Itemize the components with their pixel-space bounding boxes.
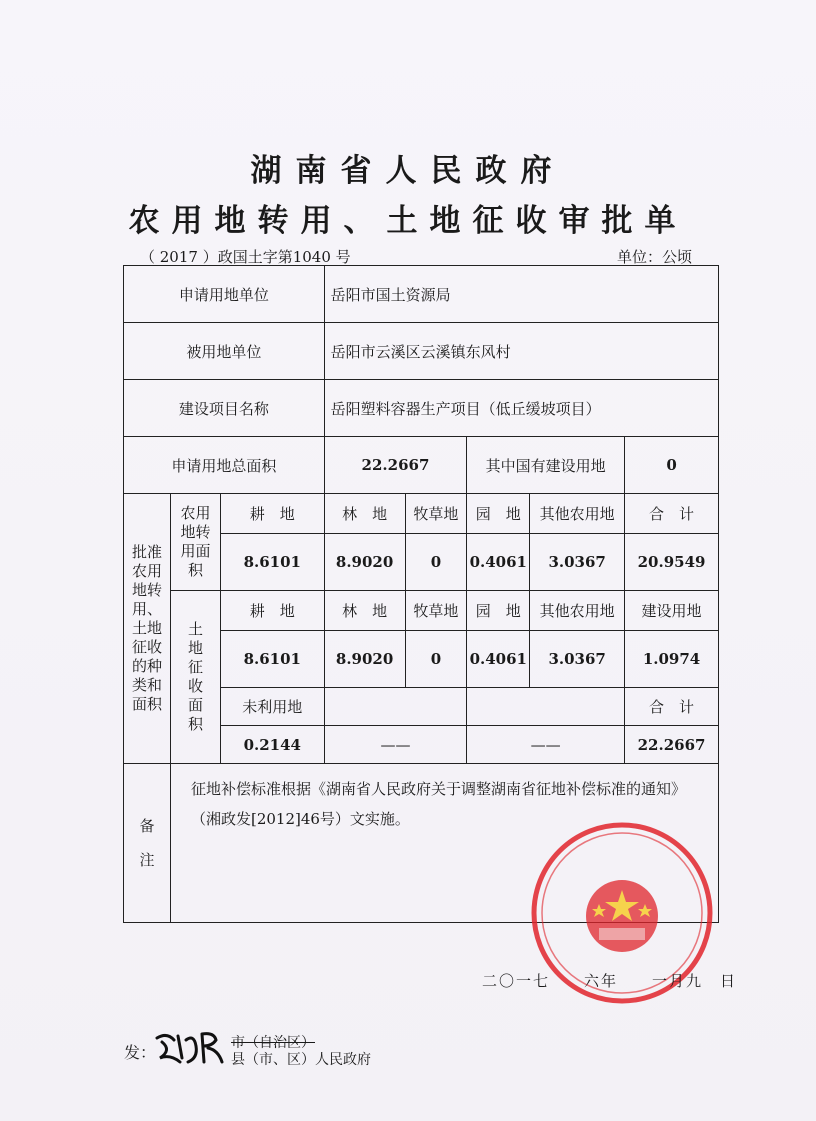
- document-subtitle: 农用地转用、土地征收审批单: [128, 203, 688, 239]
- remark-label: 备注: [124, 764, 171, 923]
- exp-header: 其他农用地: [530, 591, 625, 631]
- exp-value: 8.6101: [220, 631, 324, 688]
- conv-header: 合 计: [625, 494, 719, 534]
- exp-value: 8.9020: [324, 631, 405, 688]
- conv-value: 0.4061: [467, 534, 530, 591]
- conv-header: 园 地: [467, 494, 530, 534]
- blank-cell: [467, 688, 625, 726]
- used-value: 岳阳市云溪区云溪镇东风村: [324, 323, 718, 380]
- project-label: 建设项目名称: [124, 380, 325, 437]
- conv-header: 牧草地: [405, 494, 467, 534]
- applicant-label: 申请用地单位: [124, 266, 325, 323]
- conv-value: 3.0367: [530, 534, 625, 591]
- authority-line-1: 市（自治区）: [231, 1035, 315, 1051]
- document-title: 湖南省人民政府: [250, 153, 566, 189]
- expropriation-label: 土地征收面积: [170, 591, 220, 764]
- authority-line-2: 县（市、区）人民政府: [231, 1052, 371, 1068]
- issuing-authority: [231, 1035, 371, 1069]
- exp-header: 牧草地: [405, 591, 467, 631]
- dash-cell: ——: [324, 726, 467, 764]
- total-area-value: 22.2667: [324, 437, 467, 494]
- conversion-label: 农用地转用面积: [170, 494, 220, 591]
- conv-header: 林 地: [324, 494, 405, 534]
- conv-value: 20.9549: [625, 534, 719, 591]
- exp-value: 0.4061: [467, 631, 530, 688]
- state-land-value: 0: [625, 437, 719, 494]
- exp-total-value: 22.2667: [625, 726, 719, 764]
- exp-value: 0: [405, 631, 467, 688]
- unused-value: 0.2144: [220, 726, 324, 764]
- applicant-value: 岳阳市国土资源局: [324, 266, 718, 323]
- exp-header: 园 地: [467, 591, 530, 631]
- exp-header: 建设用地: [625, 591, 719, 631]
- conv-value: 8.9020: [324, 534, 405, 591]
- project-value: 岳阳塑料容器生产项目（低丘缓坡项目）: [324, 380, 718, 437]
- issue-label: 发：: [124, 1043, 157, 1062]
- exp-value: 1.0974: [625, 631, 719, 688]
- unit-label: 单位：公顷: [616, 248, 692, 266]
- dash-cell: ——: [467, 726, 625, 764]
- remark-text: 征地补偿标准根据《湖南省人民政府关于调整湖南省征地补偿标准的通知》（湘政发[2012]46号）文实施。: [170, 764, 718, 923]
- approval-label: 批准农用地转用、土地征收的种类和面积: [124, 494, 171, 764]
- used-label: 被用地单位: [124, 323, 325, 380]
- blank-cell: [324, 688, 467, 726]
- exp-header: 林 地: [324, 591, 405, 631]
- total-area-label: 申请用地总面积: [124, 437, 325, 494]
- state-land-label: 其中国有建设用地: [467, 437, 625, 494]
- conv-value: 0: [405, 534, 467, 591]
- approval-date: 二〇一七 六年 一月九 日: [482, 972, 738, 990]
- exp-total-label: 合 计: [625, 688, 719, 726]
- exp-header: 耕 地: [220, 591, 324, 631]
- conv-header: 其他农用地: [530, 494, 625, 534]
- conv-header: 耕 地: [220, 494, 324, 534]
- document-number: （ 2017 ）政国土字第1040 号: [140, 248, 351, 266]
- unused-label: 未利用地: [220, 688, 324, 726]
- conv-value: 8.6101: [220, 534, 324, 591]
- handwritten-signature-icon: [152, 1028, 228, 1068]
- exp-value: 3.0367: [530, 631, 625, 688]
